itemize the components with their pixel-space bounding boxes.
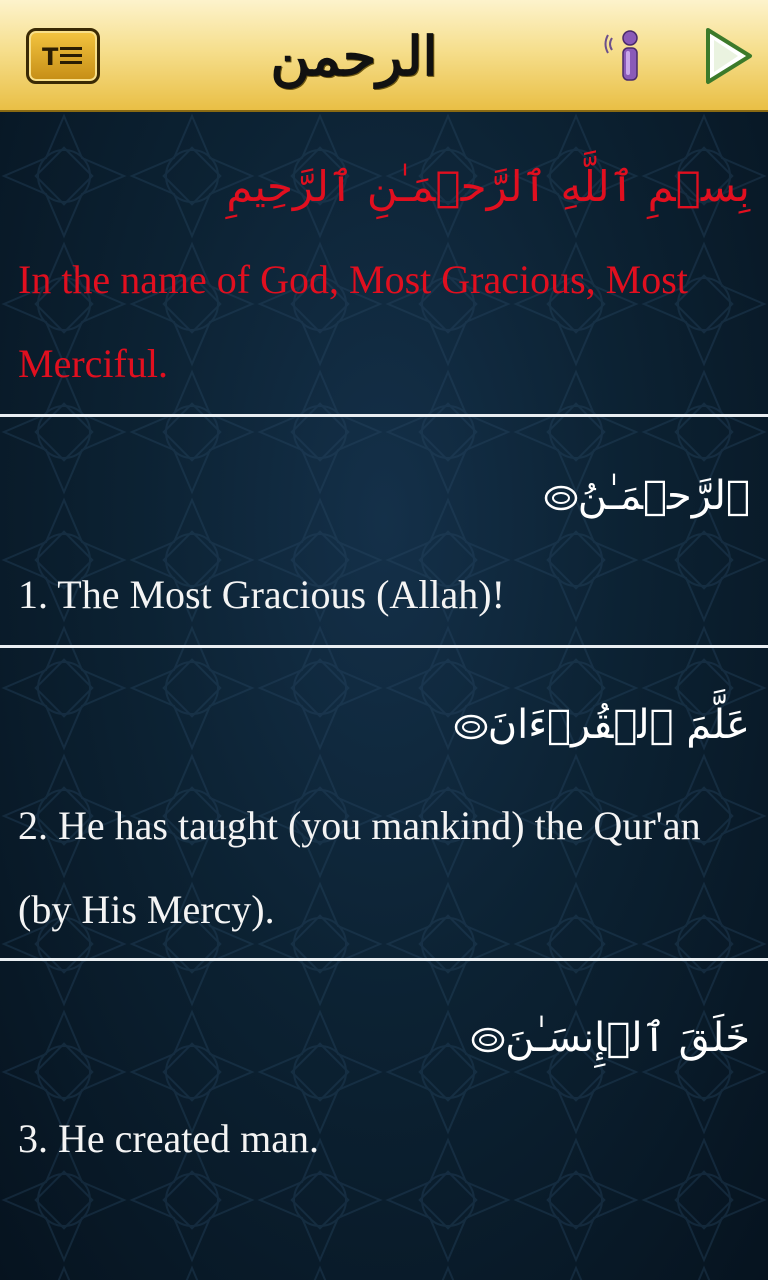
verse-item-3[interactable] [0,961,768,1221]
verse-list [0,112,768,1280]
verse-arabic [459,1015,750,1061]
verse-arabic [532,473,750,519]
info-button[interactable] [604,26,650,86]
verse-translation: 2. He has taught (you mankind) the Qur'an (by His Mercy). [18,803,701,932]
surah-title: الرحمن [270,24,438,88]
verse-arabic [442,702,750,748]
ayah-end-icon [544,485,578,511]
verse-arabic-text: عَلَّمَ ٱلۡقُرۡءَانَ [487,702,750,748]
bismillah-block[interactable] [0,112,768,414]
text-list-icon [40,41,86,71]
verse-translation: 1. The Most Gracious (Allah)! [18,572,505,617]
surah-index-button[interactable] [26,28,100,84]
verse-item-1[interactable] [0,417,768,645]
play-button[interactable] [702,26,754,86]
play-icon [702,26,754,86]
verse-translation: 3. He created man. [18,1116,319,1161]
verse-arabic-text: خَلَقَ ٱلۡإِنسَـٰنَ [505,1015,750,1061]
info-icon [604,26,650,86]
bismillah-translation: In the name of God, Most Gracious, Most Merciful. [18,257,688,386]
ayah-end-icon [471,1027,505,1053]
svg-text:T: T [42,43,59,71]
verse-item-2[interactable] [0,648,768,958]
bismillah-arabic: بِسۡمِ ٱللَّهِ ٱلرَّحۡمَـٰنِ ٱلرَّحِيمِ [226,162,750,211]
ayah-end-icon [454,714,488,740]
verse-arabic-text: ٱلرَّحۡمَـٰنُ [577,473,750,519]
app-header [0,0,768,112]
